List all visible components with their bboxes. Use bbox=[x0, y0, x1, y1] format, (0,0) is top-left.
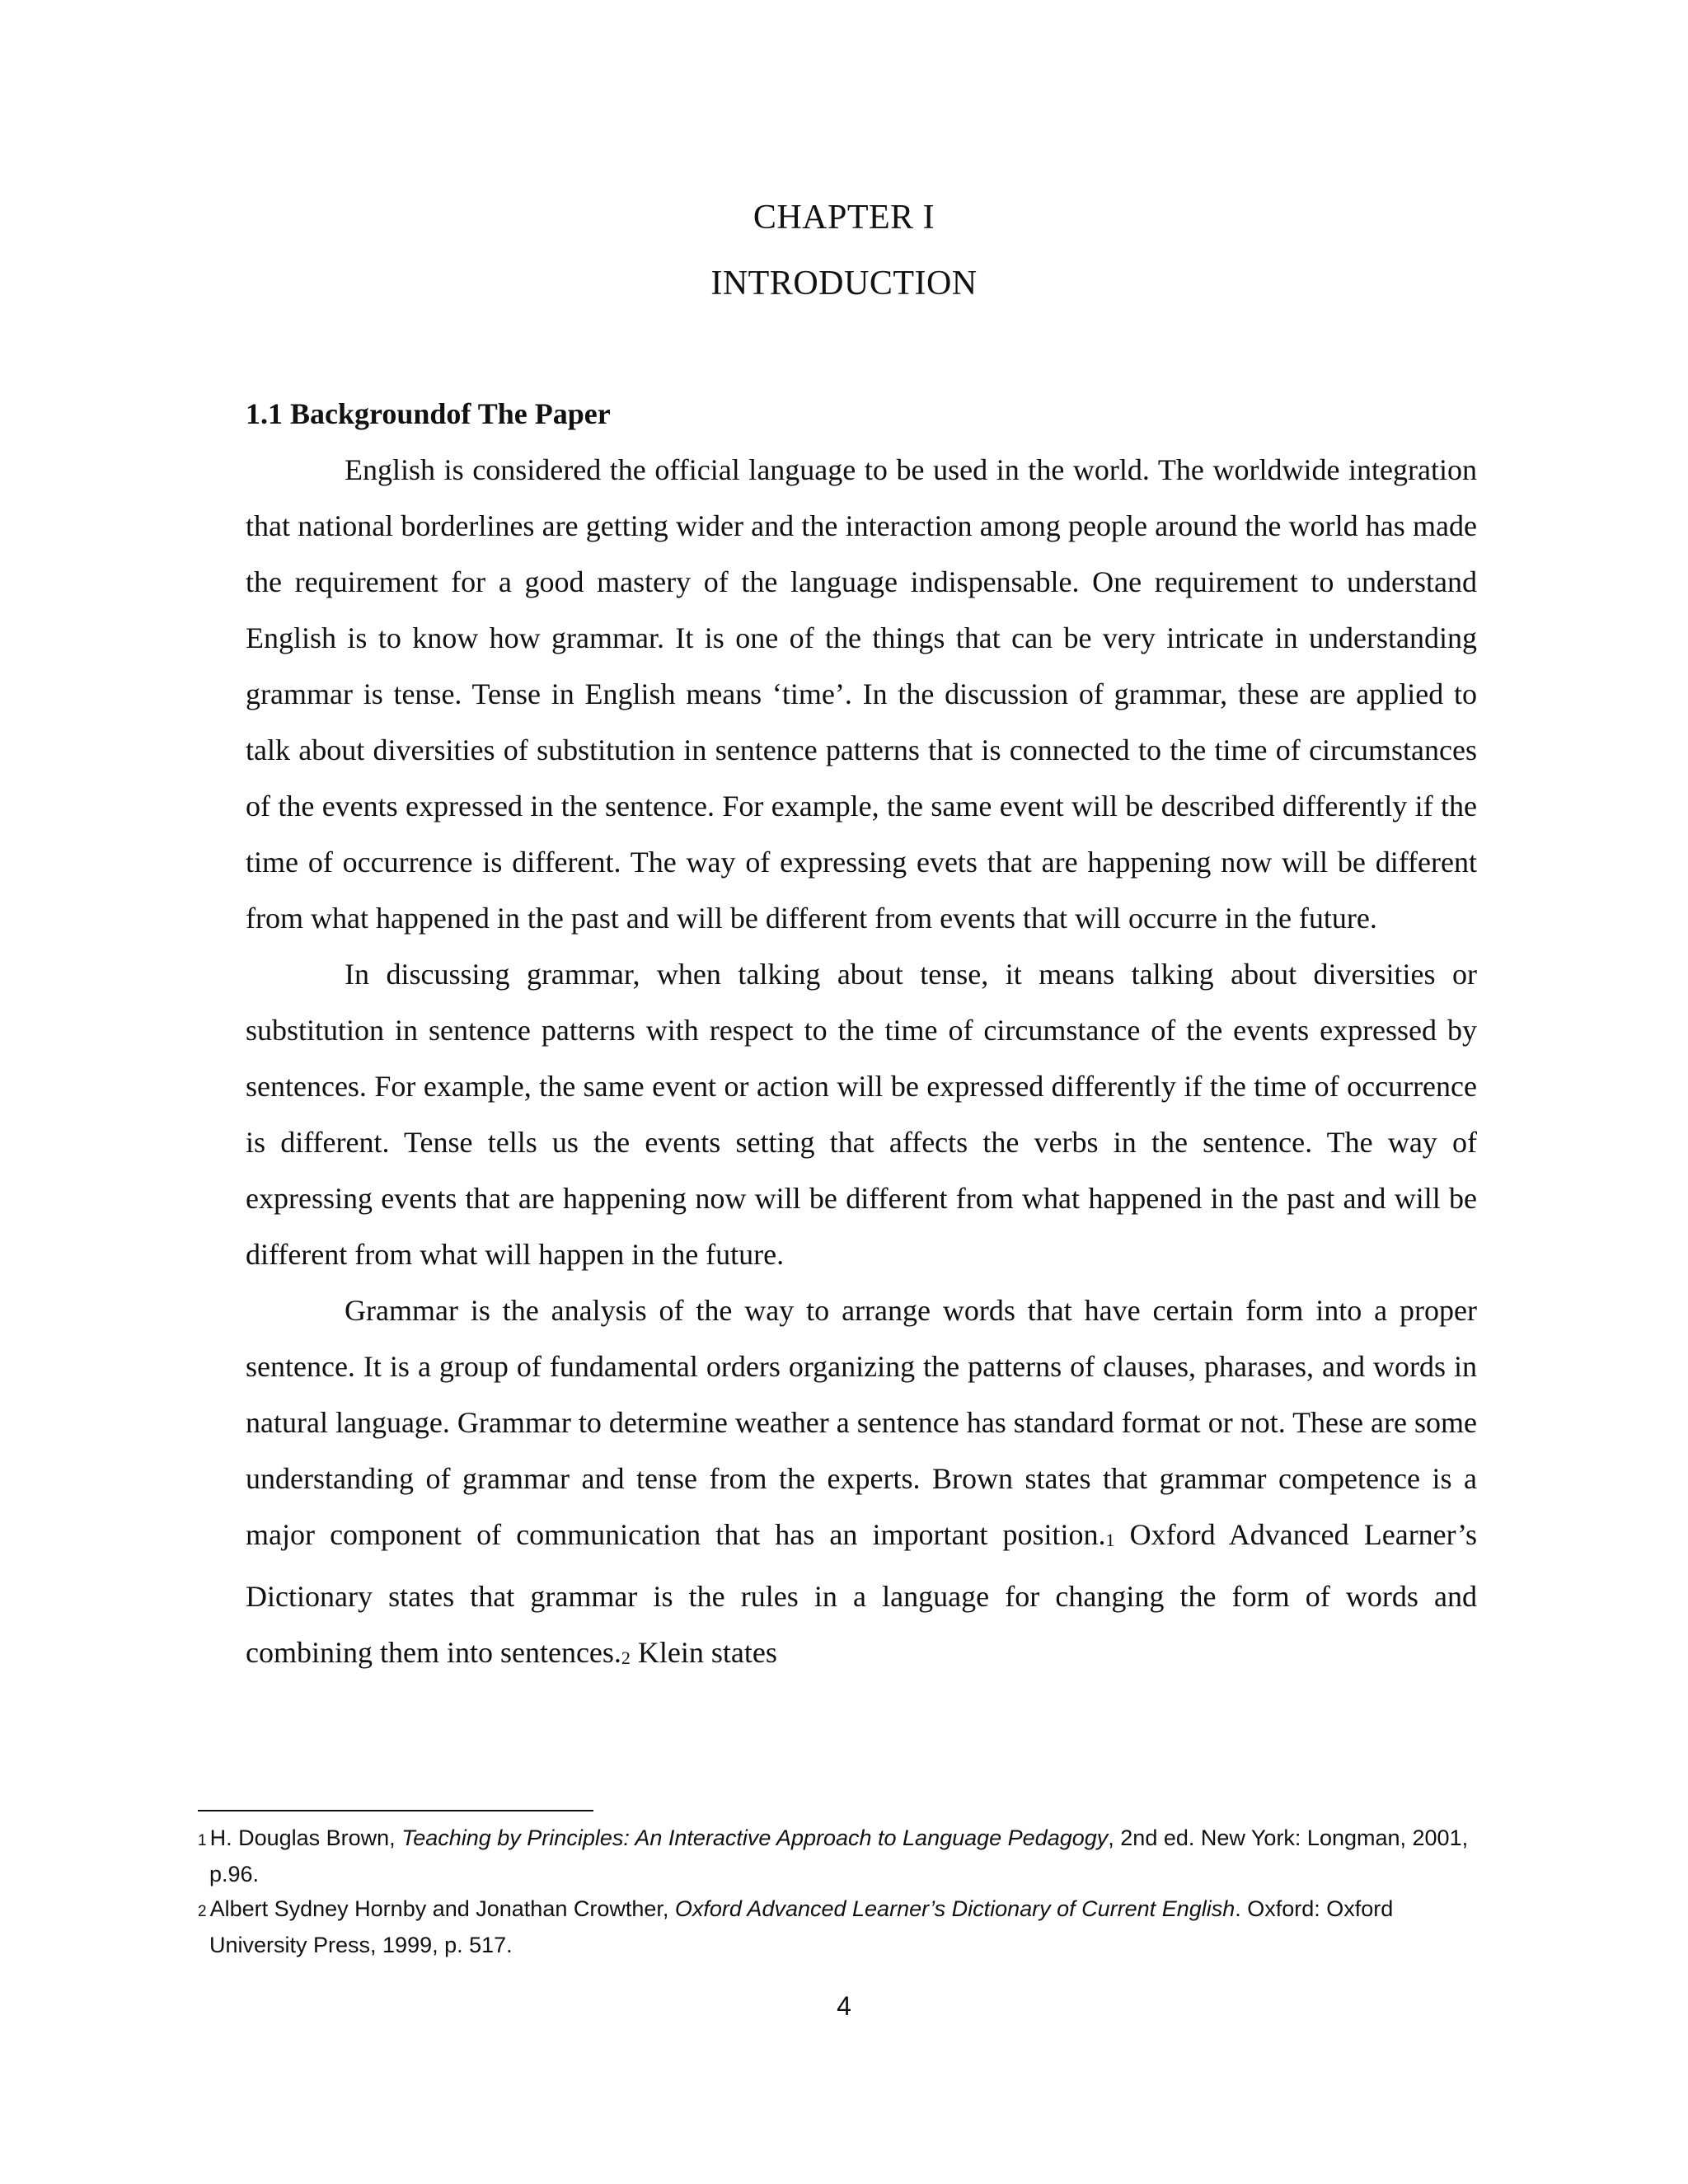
footnote-mark: 2 bbox=[198, 1903, 207, 1920]
footnote-mark: 1 bbox=[198, 1832, 207, 1849]
paragraph-3 bbox=[246, 1282, 1477, 1686]
footnote-1 bbox=[198, 1821, 1484, 1891]
footnote-book-title: Oxford Advanced Learner’s Dictionary of Current English bbox=[674, 1896, 1236, 1921]
footnote-separator bbox=[198, 1810, 593, 1811]
footnote-text: H. Douglas Brown, bbox=[209, 1825, 402, 1850]
paragraph-3-part-c: Klein states bbox=[630, 1636, 777, 1669]
footnote-text: Albert Sydney Hornby and Jonathan Crowther, bbox=[209, 1896, 675, 1921]
page-number: 4 bbox=[837, 1991, 851, 2021]
paragraph-3-part-b: Oxford Advanced Learner’s Dictionary states that grammar is the rules in a language for changing the form of words and combining them into sentences. bbox=[246, 1518, 1477, 1669]
footnote-ref-1[interactable]: 1 bbox=[1105, 1530, 1115, 1550]
footnote-text: , 2nd ed. New York: Longman, 2001, p.96. bbox=[209, 1825, 1469, 1886]
footnote-2 bbox=[198, 1892, 1484, 1961]
section-title: 1.1 Backgroundof The Paper bbox=[246, 397, 611, 430]
chapter-title: INTRODUCTION bbox=[710, 265, 978, 302]
footnotes bbox=[198, 1821, 1484, 1963]
footnote-text: . Oxford: Oxford University Press, 1999, p. 517. bbox=[209, 1896, 1394, 1957]
chapter-label: CHAPTER I bbox=[753, 199, 935, 237]
footnote-book-title: Teaching by Principles: An Interactive Approach to Language Pedagogy bbox=[401, 1825, 1109, 1850]
footnote-ref-2[interactable]: 2 bbox=[621, 1647, 631, 1668]
body-text bbox=[246, 386, 1477, 1686]
paragraph-2: In discussing grammar, when talking about tense, it means talking about diversities or substitution in sentence patterns with respect to the time of circumstance of the events expressed by sentences. For example, the same event or action will be expressed differently if the time of occurrence is different. Tense tells us the events setting that affects the verbs in the sentence. The way of expressing events that are happening now will be different from what happened in the past and will be different from what will happen in the future. bbox=[246, 958, 1477, 1271]
paragraph-1: English is considered the official language to be used in the world. The worldwide integration that national borderlines are getting wider and the interaction among people around the world has made the requirement for a good mastery of the language indispensable. One requirement to understand English is to know how grammar. It is one of the things that can be very intricate in understanding grammar is tense. Tense in English means ‘time’. In the discussion of grammar, these are applied to talk about diversities of substitution in sentence patterns that is connected to the time of circumstances of the events expressed in the sentence. For example, the same event will be described differently if the time of occurrence is different. The way of expressing evets that are happening now will be different from what happened in the past and will be different from events that will occurre in the future. bbox=[246, 453, 1477, 935]
paragraph-3-part-a: Grammar is the analysis of the way to arrange words that have certain form into a proper sentence. It is a group of fundamental orders organizing the patterns of clauses, pharases, and words in natural language. Grammar to determine weather a sentence has standard format or not. These are some understanding of grammar and tense from the experts. Brown states that grammar competence is a major component of communication that has an important position. bbox=[246, 1294, 1477, 1551]
